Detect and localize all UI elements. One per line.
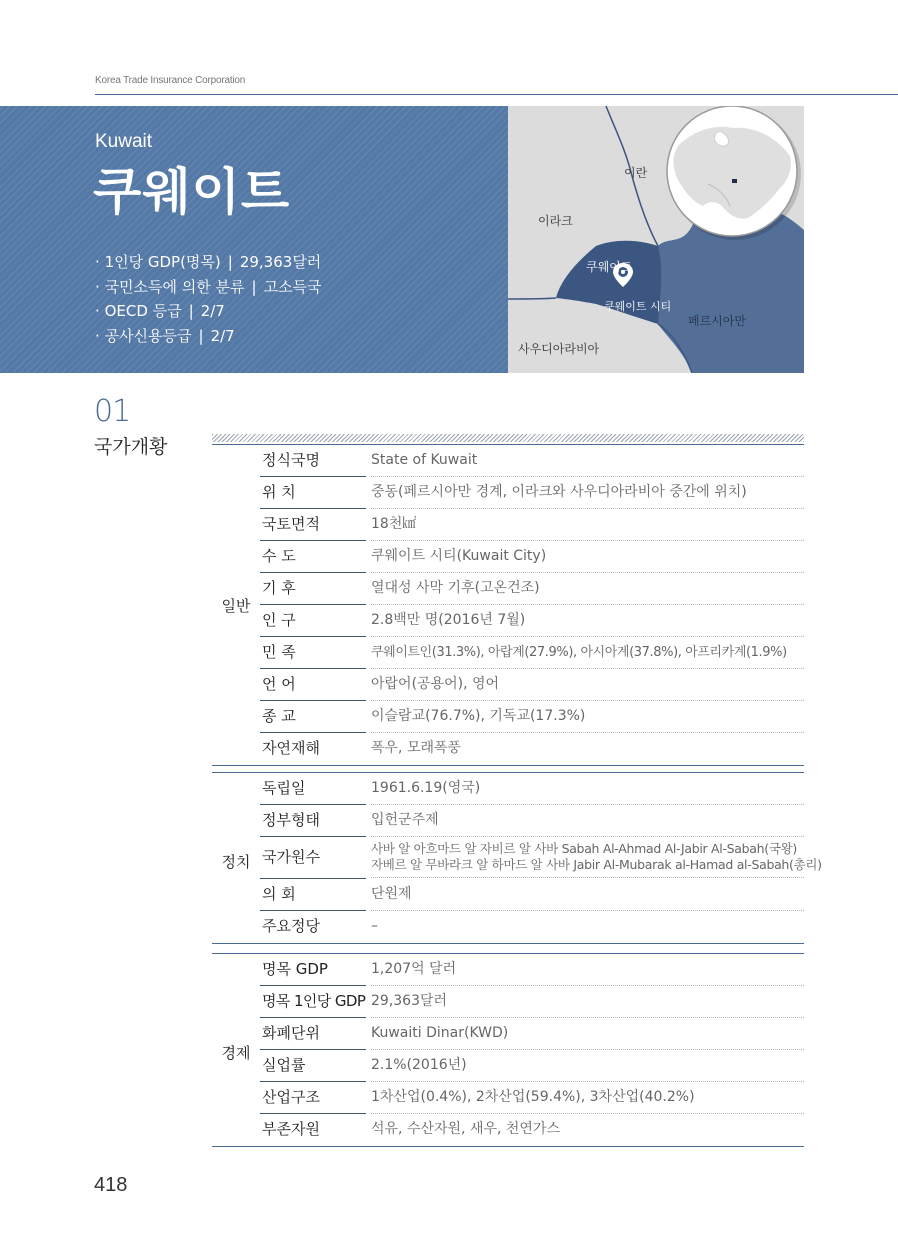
fact-text: 국민소득에 의한 분류 <box>104 277 245 296</box>
map-graphic <box>508 106 804 373</box>
table-row <box>260 986 804 1018</box>
table-row <box>260 733 804 765</box>
row-key: 명목 GDP <box>260 954 366 986</box>
table-row <box>260 805 804 837</box>
row-key: 수 도 <box>260 541 366 573</box>
row-key: 부존자원 <box>262 1120 320 1138</box>
row-key: 정식국명 <box>260 445 366 477</box>
row-value <box>371 837 822 878</box>
row-value: 29,363달러 <box>371 986 804 1018</box>
row-key: 기 후 <box>260 573 366 605</box>
fact-text: 2/7 <box>200 302 225 320</box>
table-row <box>260 509 804 541</box>
row-value: 중동(페르시아만 경계, 이라크와 사우디아라비아 중간에 위치) <box>371 477 804 509</box>
country-name-en: Kuwait <box>95 131 153 152</box>
corporation-name: Korea Trade Insurance Corporation <box>95 75 246 86</box>
section-hatch-bar <box>212 434 804 442</box>
row-key: 명목 1인당 GDP <box>260 986 366 1018</box>
table-row <box>260 637 804 669</box>
table-row <box>260 837 822 879</box>
location-map <box>508 106 804 373</box>
row-value: 단원제 <box>371 879 804 911</box>
row-value: 쿠웨이트인(31.3%), 아랍계(27.9%), 아시아계(37.8%), 아프리카계(1.9%) <box>371 637 804 669</box>
fact-text: · <box>95 253 100 271</box>
row-key: 정부형태 <box>260 805 366 837</box>
row-value: 2.1%(2016년) <box>371 1050 804 1082</box>
row-key: 주요정당 <box>262 917 320 935</box>
fact-gdp-per-capita <box>95 250 322 275</box>
row-value: 입헌군주제 <box>371 805 804 837</box>
kuwait-marker-icon <box>732 179 737 183</box>
table-row <box>260 477 804 509</box>
table-row <box>260 605 804 637</box>
row-key: 인 구 <box>260 605 366 637</box>
fact-text: | <box>251 277 257 296</box>
map-label-gulf: 페르시아만 <box>688 314 746 328</box>
row-key: 위 치 <box>260 477 366 509</box>
row-value: 열대성 사막 기후(고온건조) <box>371 573 804 605</box>
table-row <box>260 445 804 477</box>
fact-credit-grade <box>95 324 322 349</box>
section-number: 01 <box>94 394 131 429</box>
table-group-economy <box>212 953 804 1147</box>
fact-text: 1인당 GDP(명목) <box>104 253 221 271</box>
row-value: 1차산업(0.4%), 2차산업(59.4%), 3차산업(40.2%) <box>371 1082 804 1114</box>
row-key: 독립일 <box>260 773 366 805</box>
table-row <box>260 1018 804 1050</box>
row-key: 민 족 <box>260 637 366 669</box>
row-key: 실업률 <box>260 1050 366 1082</box>
group-label: 정치 <box>221 853 251 871</box>
table-row <box>260 1114 804 1146</box>
row-key: 국토면적 <box>260 509 366 541</box>
row-key: 국가원수 <box>260 837 366 879</box>
table-group-politics <box>212 772 822 944</box>
row-key: 산업구조 <box>260 1082 366 1114</box>
prime-minister-line: 자베르 알 무바라크 알 하마드 알 사바 Jabir Al-Mubarak al-Hamad al-Sabah(총리) <box>371 857 822 872</box>
table-row <box>260 1050 804 1082</box>
map-label-iraq: 이라크 <box>538 214 573 228</box>
group-label: 경제 <box>221 1044 251 1062</box>
table-row <box>260 1082 804 1114</box>
table-row <box>260 701 804 733</box>
fact-text: | <box>198 326 204 345</box>
row-value: 2.8백만 명(2016년 7월) <box>371 605 804 637</box>
fact-oecd-grade <box>95 299 322 324</box>
page-number: 418 <box>94 1174 128 1196</box>
map-label-capital: 쿠웨이트 시티 <box>604 300 672 313</box>
fact-text: · <box>95 326 100 345</box>
row-value: 18천㎢ <box>371 509 804 541</box>
fact-text: OECD 등급 <box>104 302 182 320</box>
fact-text: 29,363달러 <box>239 253 322 271</box>
fact-text: 2/7 <box>210 326 235 345</box>
map-label-saudi: 사우디아라비아 <box>518 342 600 356</box>
table-row <box>260 911 804 943</box>
fact-text: · <box>95 277 100 296</box>
row-key: 자연재해 <box>262 739 320 757</box>
row-value: 1,207억 달러 <box>371 954 804 986</box>
row-value: 1961.6.19(영국) <box>371 773 804 805</box>
table-row <box>260 879 804 911</box>
row-value: 이슬람교(76.7%), 기독교(17.3%) <box>371 701 804 733</box>
country-name-ko: 쿠웨이트 <box>93 163 291 221</box>
head-of-state-line: 사바 알 아흐마드 알 자비르 알 사바 Sabah Al-Ahmad Al-Jabir Al-Sabah(국왕) <box>371 841 797 856</box>
row-value: Kuwaiti Dinar(KWD) <box>371 1018 804 1050</box>
table-row <box>260 573 804 605</box>
group-label: 일반 <box>221 597 251 615</box>
row-value: 석유, 수산자원, 새우, 천연가스 <box>371 1121 560 1137</box>
row-key: 언 어 <box>260 669 366 701</box>
fact-text: 공사신용등급 <box>104 326 192 345</box>
row-value: State of Kuwait <box>371 445 804 477</box>
row-key: 화폐단위 <box>260 1018 366 1050</box>
table-row <box>260 669 804 701</box>
row-value: 쿠웨이트 시티(Kuwait City) <box>371 541 804 573</box>
row-value: – <box>371 918 378 934</box>
map-label-kuwait: 쿠웨이트 <box>586 260 633 274</box>
table-row <box>260 954 804 986</box>
map-label-iran: 이란 <box>624 166 648 180</box>
fact-income-class <box>95 275 322 300</box>
fact-text: · <box>95 302 100 320</box>
table-row <box>260 773 804 805</box>
row-key: 종 교 <box>260 701 366 733</box>
fact-text: 고소득국 <box>263 277 322 296</box>
row-value: 아랍어(공용어), 영어 <box>371 669 804 701</box>
country-facts <box>95 250 322 348</box>
section-title: 국가개황 <box>94 436 168 458</box>
row-key: 의 회 <box>260 879 366 911</box>
fact-text: | <box>227 253 233 271</box>
fact-text: | <box>188 302 194 320</box>
row-value: 폭우, 모래폭풍 <box>371 740 462 756</box>
table-row <box>260 541 804 573</box>
table-group-general <box>212 444 804 766</box>
header-rule <box>95 94 898 95</box>
